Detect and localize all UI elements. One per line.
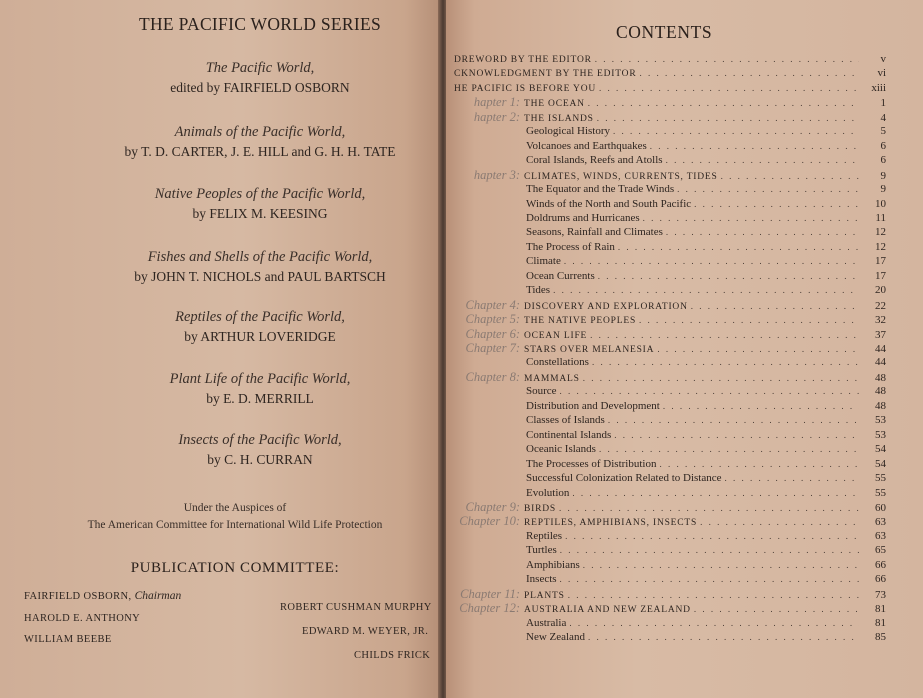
- toc-entry: [446, 81, 886, 95]
- book-title: Native Peoples of the Pacific World,: [154, 186, 366, 202]
- toc-leader-dots: [677, 182, 859, 196]
- toc-chapter-number: Chapter 4:: [465, 297, 520, 312]
- book-author: by C. H. CURRAN: [207, 452, 313, 467]
- toc-page-number: 81: [875, 616, 886, 629]
- toc-entry: [446, 442, 886, 456]
- toc-label: PLANTS: [524, 590, 565, 601]
- toc-page-number: 10: [875, 197, 886, 210]
- toc-leader-dots: [588, 96, 859, 110]
- toc-entry: [446, 211, 886, 225]
- toc-entry: [446, 225, 886, 239]
- toc-entry: [446, 413, 886, 427]
- toc-entry: [446, 399, 886, 413]
- toc-entry: [446, 543, 886, 557]
- book-author: by E. D. MERRILL: [206, 391, 314, 406]
- toc-page-number: 48: [875, 371, 886, 384]
- toc-page-number: 85: [875, 631, 886, 643]
- committee-member: ROBERT CUSHMAN MURPHY: [280, 602, 432, 613]
- toc-label: Oceanic Islands: [526, 443, 596, 456]
- toc-entry: [446, 355, 886, 369]
- toc-leader-dots: [588, 630, 859, 644]
- toc-page-number: 22: [875, 299, 886, 312]
- toc-label: OCEAN LIFE: [524, 330, 588, 341]
- toc-entry: [446, 471, 886, 485]
- book-title: Insects of the Pacific World,: [178, 432, 342, 448]
- toc-label: HE PACIFIC IS BEFORE YOU: [454, 83, 597, 94]
- toc-chapter-number: Chapter 8:: [465, 369, 520, 384]
- toc-chapter-number: hapter 3:: [473, 167, 520, 182]
- toc-page-number: 6: [880, 139, 886, 152]
- toc-page-number: 20: [875, 284, 886, 297]
- toc-leader-dots: [694, 197, 859, 211]
- toc-label: Turtles: [526, 544, 557, 557]
- toc-page-number: vi: [877, 67, 886, 80]
- toc-page-number: 73: [875, 588, 886, 601]
- toc-leader-dots: [650, 139, 859, 153]
- toc-leader-dots: [559, 501, 859, 515]
- toc-entry: [446, 298, 886, 312]
- committee-member: WILLIAM BEEBE: [24, 634, 112, 645]
- toc-page-number: 37: [875, 328, 886, 341]
- toc-label: CLIMATES, WINDS, CURRENTS, TIDES: [524, 171, 718, 182]
- book-entry: [0, 122, 440, 162]
- toc-page-number: 48: [875, 385, 886, 398]
- toc-label: Amphibians: [526, 558, 580, 571]
- toc-chapter-number: Chapter 9:: [465, 499, 520, 514]
- toc-leader-dots: [614, 428, 859, 442]
- toc-label: Tides: [526, 284, 551, 297]
- book-author: edited by FAIRFIELD OSBORN: [170, 80, 350, 95]
- book-title: Animals of the Pacific World,: [174, 124, 346, 140]
- toc-leader-dots: [572, 486, 859, 500]
- toc-label: Winds of the North and South Pacific: [526, 197, 692, 210]
- book-title: Reptiles of the Pacific World,: [175, 309, 345, 325]
- toc-entry: [446, 254, 886, 268]
- toc-page-number: 44: [875, 356, 886, 369]
- toc-leader-dots: [553, 283, 859, 297]
- toc-leader-dots: [595, 52, 859, 66]
- toc-leader-dots: [564, 254, 859, 268]
- book-author: by JOHN T. NICHOLS and PAUL BARTSCH: [134, 269, 386, 284]
- series-title: THE PACIFIC WORLD SERIES: [138, 14, 382, 34]
- toc-label: Australia: [526, 616, 567, 629]
- toc-leader-dots: [663, 399, 859, 413]
- toc-page-number: 53: [875, 414, 886, 427]
- toc-leader-dots: [666, 153, 859, 167]
- committee-title: PUBLICATION COMMITTEE:: [130, 560, 340, 576]
- toc-leader-dots: [583, 558, 859, 572]
- toc-entry: [446, 182, 886, 196]
- toc-page-number: 60: [875, 501, 886, 514]
- toc-leader-dots: [597, 111, 859, 125]
- left-page: [0, 0, 440, 698]
- toc-entry: [446, 283, 886, 297]
- right-page: [446, 0, 923, 698]
- toc-page-number: 53: [875, 428, 886, 441]
- toc-label: Constellations: [526, 356, 589, 369]
- toc-label: THE ISLANDS: [524, 113, 594, 124]
- toc-chapter-number: Chapter 11:: [460, 586, 520, 601]
- toc-label: Volcanoes and Earthquakes: [526, 139, 647, 152]
- book-entry: [0, 184, 440, 224]
- toc-entry: [446, 428, 886, 442]
- toc-entry: [446, 384, 886, 398]
- toc-entry: [446, 139, 886, 153]
- toc-label: AUSTRALIA AND NEW ZEALAND: [524, 605, 691, 616]
- toc-entry: [446, 124, 886, 138]
- toc-label: The Process of Rain: [526, 240, 615, 253]
- toc-label: STARS OVER MELANESIA: [524, 345, 655, 355]
- toc-entry: [446, 370, 886, 384]
- member-name: FAIRFIELD OSBORN,: [24, 591, 132, 602]
- toc-label: CKNOWLEDGMENT BY THE EDITOR: [454, 69, 637, 80]
- toc-page-number: 65: [875, 544, 886, 557]
- book-entry: [0, 247, 440, 287]
- toc-leader-dots: [700, 515, 859, 529]
- auspices: [0, 500, 440, 534]
- toc-entry: [446, 514, 886, 528]
- toc-entry: [446, 66, 886, 80]
- toc-page-number: 32: [875, 314, 886, 327]
- toc-label: Climate: [526, 255, 561, 268]
- toc-page-number: 66: [875, 558, 886, 571]
- committee-member: EDWARD M. WEYER, JR.: [302, 626, 429, 637]
- toc-leader-dots: [608, 413, 859, 427]
- toc-page-number: 63: [875, 516, 886, 529]
- toc-page-number: 81: [875, 603, 886, 616]
- toc-label: Reptiles: [526, 529, 563, 542]
- toc-leader-dots: [583, 371, 859, 385]
- toc-entry: [446, 500, 886, 514]
- toc-label: Seasons, Rainfall and Climates: [526, 226, 663, 239]
- toc-entry: [446, 486, 886, 500]
- toc-leader-dots: [569, 616, 859, 630]
- toc-label: The Processes of Distribution: [526, 457, 657, 470]
- toc-entry: [446, 341, 886, 355]
- toc-leader-dots: [691, 299, 859, 313]
- toc-leader-dots: [721, 169, 859, 183]
- toc-leader-dots: [599, 81, 859, 95]
- toc-page-number: 12: [875, 240, 886, 253]
- toc-leader-dots: [639, 66, 859, 80]
- toc-label: New Zealand: [526, 631, 585, 643]
- committee-member: CHILDS FRICK: [354, 650, 431, 661]
- toc-entry: [446, 52, 886, 66]
- toc-page-number: xiii: [871, 81, 886, 94]
- auspices-line: The American Committee for International Wild Life Protection: [87, 519, 383, 531]
- toc-entry: [446, 630, 886, 644]
- toc-entry: [446, 312, 886, 326]
- toc-leader-dots: [725, 471, 859, 485]
- toc-label: THE NATIVE PEOPLES: [524, 316, 637, 327]
- book-title: Plant Life of the Pacific World,: [169, 371, 351, 387]
- toc-page-number: v: [880, 53, 886, 65]
- toc-page-number: 5: [880, 125, 886, 138]
- toc-label: MAMMALS: [524, 373, 580, 384]
- toc-label: DISCOVERY AND EXPLORATION: [524, 301, 688, 312]
- toc-entry: [446, 269, 886, 283]
- toc-entry: [446, 327, 886, 341]
- book-author: by T. D. CARTER, J. E. HILL and G. H. H. TATE: [124, 144, 396, 159]
- toc-label: Continental Islands: [526, 428, 612, 441]
- toc-entry: [446, 587, 886, 601]
- toc-chapter-number: Chapter 5:: [465, 312, 520, 327]
- toc-page-number: 44: [875, 343, 886, 355]
- toc-page-number: 11: [875, 211, 886, 224]
- committee-member: [24, 590, 181, 602]
- toc-chapter-number: Chapter 10:: [459, 514, 520, 529]
- toc-chapter-number: hapter 2:: [473, 109, 520, 124]
- toc-label: REPTILES, AMPHIBIANS, INSECTS: [524, 518, 698, 529]
- toc-leader-dots: [590, 328, 859, 342]
- toc-label: The Equator and the Trade Winds: [526, 183, 675, 196]
- toc-entry: [446, 572, 886, 586]
- toc-leader-dots: [565, 529, 859, 543]
- toc-leader-dots: [643, 211, 859, 225]
- toc-label: Geological History: [526, 125, 611, 138]
- toc-leader-dots: [560, 572, 859, 586]
- book-entry: [0, 58, 440, 98]
- toc-page-number: 12: [875, 226, 886, 239]
- book-author: by ARTHUR LOVERIDGE: [184, 329, 336, 344]
- toc-page-number: 1: [880, 97, 886, 110]
- toc-leader-dots: [639, 313, 859, 327]
- toc-leader-dots: [598, 269, 859, 283]
- toc-leader-dots: [618, 240, 859, 254]
- toc-page-number: 6: [880, 154, 886, 167]
- toc-chapter-number: hapter 1:: [473, 95, 520, 110]
- toc-page-number: 9: [880, 169, 886, 182]
- book-author: by FELIX M. KEESING: [192, 206, 328, 221]
- book-entry: [0, 307, 440, 347]
- toc-page-number: 9: [880, 183, 886, 196]
- toc-entry: [446, 110, 886, 124]
- auspices-line: Under the Auspices of: [183, 502, 287, 514]
- toc-leader-dots: [560, 543, 859, 557]
- book-entry: [0, 369, 440, 409]
- toc-entry: [446, 558, 886, 572]
- toc-page-number: 54: [875, 457, 886, 470]
- toc-page-number: 66: [875, 573, 886, 586]
- toc-chapter-number: Chapter 12:: [459, 601, 520, 616]
- toc-label: Evolution: [526, 486, 570, 499]
- toc-leader-dots: [560, 384, 859, 398]
- toc-chapter-number: Chapter 6:: [465, 326, 520, 341]
- toc-entry: [446, 601, 886, 615]
- toc-label: Classes of Islands: [526, 414, 605, 427]
- toc-entry: [446, 153, 886, 167]
- toc-label: BIRDS: [524, 503, 556, 514]
- book-title: Fishes and Shells of the Pacific World,: [147, 249, 373, 265]
- toc-entry: [446, 95, 886, 109]
- contents-title: CONTENTS: [616, 22, 713, 42]
- toc-page-number: 55: [875, 486, 886, 499]
- toc-label: Source: [526, 385, 557, 398]
- toc-entry: [446, 240, 886, 254]
- book-entry: [0, 430, 440, 470]
- book-title: The Pacific World,: [205, 60, 315, 76]
- toc-label: Ocean Currents: [526, 269, 595, 282]
- toc-page-number: 55: [875, 472, 886, 485]
- toc-label: Doldrums and Hurricanes: [526, 211, 640, 224]
- toc-label: THE OCEAN: [524, 99, 585, 110]
- toc-leader-dots: [568, 588, 859, 602]
- toc-page-number: 63: [875, 529, 886, 542]
- toc-chapter-number: Chapter 7:: [465, 341, 520, 355]
- toc-leader-dots: [659, 457, 859, 471]
- toc-label: DREWORD BY THE EDITOR: [454, 55, 592, 65]
- toc-entry: [446, 529, 886, 543]
- toc-label: Insects: [526, 573, 557, 586]
- toc-label: Coral Islands, Reefs and Atolls: [526, 154, 663, 167]
- toc-page-number: 4: [880, 111, 886, 124]
- toc-page-number: 17: [875, 269, 886, 282]
- toc-entry: [446, 457, 886, 471]
- toc-entry: [446, 197, 886, 211]
- member-role: Chairman: [134, 590, 182, 602]
- toc-page-number: 54: [875, 443, 886, 456]
- toc-page-number: 48: [875, 399, 886, 412]
- toc-leader-dots: [613, 124, 859, 138]
- toc-label: Successful Colonization Related to Distance: [526, 472, 722, 485]
- toc-entry: [446, 616, 886, 630]
- toc-leader-dots: [694, 602, 859, 616]
- toc-leader-dots: [592, 355, 859, 369]
- committee-member: HAROLD E. ANTHONY: [24, 613, 141, 624]
- toc-label: Distribution and Development: [526, 399, 660, 412]
- toc-page-number: 17: [875, 255, 886, 268]
- toc-leader-dots: [666, 225, 859, 239]
- toc-leader-dots: [599, 442, 859, 456]
- toc-leader-dots: [657, 342, 859, 356]
- toc-entry: [446, 168, 886, 182]
